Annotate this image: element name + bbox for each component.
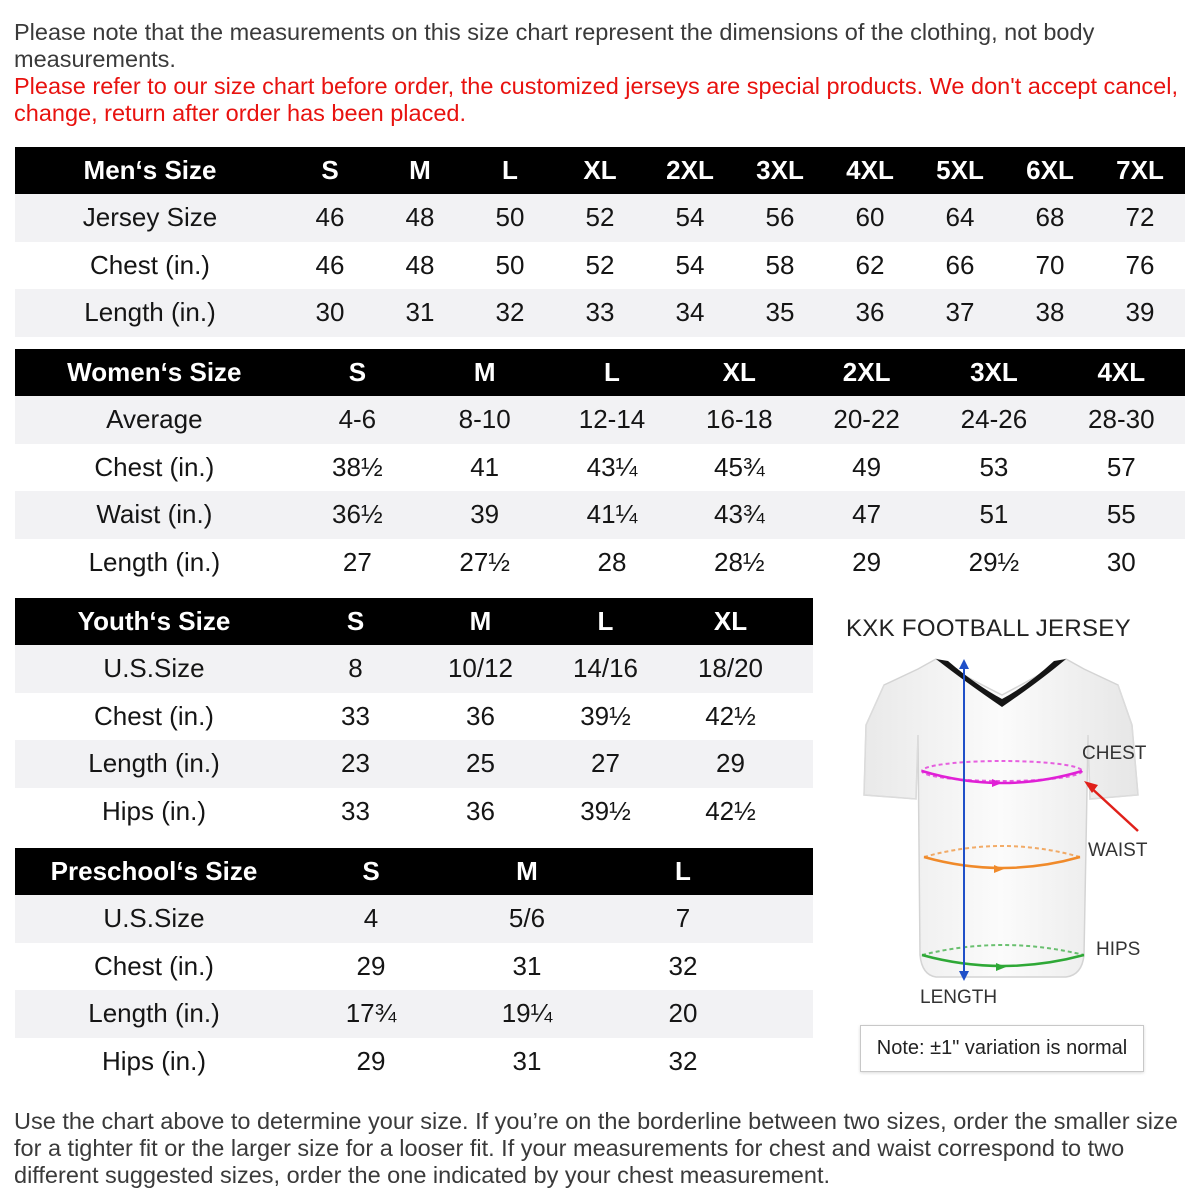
- size-value-cell: 57: [1106, 451, 1136, 482]
- size-value-cell: 28½: [713, 546, 765, 577]
- size-value-cell: 41¼: [548, 491, 675, 539]
- size-value-cell: 29: [852, 546, 882, 577]
- row-label: Length (in.): [15, 289, 285, 337]
- size-value-cell: 48: [375, 194, 465, 242]
- table-row: [15, 740, 813, 788]
- size-value-cell: 14/16: [543, 645, 668, 693]
- size-group-label: Men‘s Size: [15, 147, 285, 194]
- size-value-cell: 4-6: [294, 396, 421, 444]
- size-value-cell: 60: [825, 194, 915, 242]
- row-label: Hips (in.): [101, 795, 206, 826]
- table-row: [15, 289, 1185, 337]
- row-label: Jersey Size: [15, 194, 285, 242]
- size-value-cell: 46: [315, 249, 345, 280]
- size-header-cell: S: [285, 147, 375, 194]
- size-value-cell: 39: [1095, 289, 1185, 337]
- mens-size-table: [15, 147, 1185, 337]
- table-row: [15, 788, 813, 836]
- size-value-cell: 33: [555, 289, 645, 337]
- table-row: [15, 491, 1185, 539]
- size-header-cell: S: [293, 598, 418, 645]
- measurement-note: Please note that the measurements on this size chart represent the dimensions of the clothing, not body measurements.: [14, 19, 1095, 72]
- size-header-cell: M: [421, 349, 548, 396]
- table-header-row: [15, 848, 813, 895]
- row-label: Chest (in.): [94, 451, 215, 482]
- table-header-row: [15, 147, 1185, 194]
- size-value-cell: 23: [293, 740, 418, 788]
- row-filler: [761, 895, 813, 943]
- size-header-cell: 2XL: [645, 147, 735, 194]
- size-value-cell: 72: [1095, 194, 1185, 242]
- row-filler: [761, 943, 813, 991]
- table-row: [15, 396, 1185, 444]
- size-value-cell: 50: [465, 194, 555, 242]
- size-header-cell: L: [605, 848, 761, 895]
- row-label: U.S.Size: [15, 645, 293, 693]
- size-header-cell: 3XL: [930, 349, 1057, 396]
- preschool-size-table: [15, 848, 813, 1085]
- size-value-cell: 47: [803, 491, 930, 539]
- order-warning: Please refer to our size chart before order, the customized jerseys are special products. We don't accept cancel, change, return after order has been placed.: [14, 73, 1178, 126]
- size-value-cell: 55: [1058, 491, 1185, 539]
- size-value-cell: 70: [1035, 249, 1065, 280]
- size-header-cell: 2XL: [803, 349, 930, 396]
- row-filler: [793, 788, 813, 836]
- table-row: [15, 693, 813, 741]
- variation-note: Note: ±1" variation is normal: [860, 1025, 1144, 1072]
- size-value-cell: 51: [930, 491, 1057, 539]
- table-row: [15, 645, 813, 693]
- size-header-cell: S: [293, 848, 449, 895]
- size-value-cell: 38: [1005, 289, 1095, 337]
- size-value-cell: 27½: [459, 546, 510, 577]
- size-value-cell: 62: [855, 249, 885, 280]
- row-filler: [793, 740, 813, 788]
- size-header-cell: 6XL: [1005, 147, 1095, 194]
- header-filler: [793, 598, 813, 645]
- size-value-cell: 39: [421, 491, 548, 539]
- row-label: Chest (in.): [90, 249, 210, 280]
- size-value-cell: 10/12: [418, 645, 543, 693]
- size-value-cell: 12-14: [548, 396, 675, 444]
- length-label: LENGTH: [920, 987, 998, 1008]
- size-value-cell: 28-30: [1058, 396, 1185, 444]
- size-value-cell: 35: [735, 289, 825, 337]
- table-row: [15, 539, 1185, 587]
- size-value-cell: 76: [1125, 249, 1155, 280]
- size-value-cell: 52: [555, 194, 645, 242]
- size-value-cell: 53: [979, 451, 1009, 482]
- table-row: [15, 990, 813, 1038]
- size-value-cell: 50: [495, 249, 525, 280]
- size-value-cell: 31: [512, 1045, 542, 1076]
- size-group-label: Youth‘s Size: [15, 598, 293, 645]
- size-value-cell: 31: [375, 289, 465, 337]
- size-value-cell: 32: [465, 289, 555, 337]
- size-value-cell: 20-22: [803, 396, 930, 444]
- chest-label: CHEST: [1082, 743, 1147, 764]
- size-value-cell: 5/6: [449, 895, 605, 943]
- size-value-cell: 30: [285, 289, 375, 337]
- size-value-cell: 56: [735, 194, 825, 242]
- row-label: Length (in.): [88, 546, 221, 577]
- size-value-cell: 28: [597, 546, 627, 577]
- size-value-cell: 39½: [580, 700, 631, 731]
- size-value-cell: 64: [915, 194, 1005, 242]
- table-row: [15, 1038, 813, 1086]
- row-label: Waist (in.): [15, 491, 294, 539]
- row-filler: [761, 1038, 813, 1086]
- size-group-label: Women‘s Size: [15, 349, 294, 396]
- size-value-cell: 32: [668, 1045, 698, 1076]
- size-value-cell: 17¾: [293, 990, 449, 1038]
- row-label: Length (in.): [15, 740, 293, 788]
- hips-label: HIPS: [1096, 939, 1141, 960]
- size-value-cell: 19¼: [449, 990, 605, 1038]
- table-row: [15, 895, 813, 943]
- size-value-cell: 38½: [332, 451, 383, 482]
- jersey-diagram: [826, 605, 1176, 1085]
- size-value-cell: 36½: [294, 491, 421, 539]
- size-value-cell: 29: [356, 950, 386, 981]
- size-value-cell: 66: [945, 249, 975, 280]
- size-value-cell: 29: [668, 740, 793, 788]
- size-value-cell: 46: [285, 194, 375, 242]
- size-header-cell: 4XL: [825, 147, 915, 194]
- size-value-cell: 54: [675, 249, 705, 280]
- size-value-cell: 20: [605, 990, 761, 1038]
- size-header-cell: 3XL: [735, 147, 825, 194]
- size-header-cell: L: [548, 349, 675, 396]
- size-header-cell: XL: [668, 598, 793, 645]
- diagram-title: KXK FOOTBALL JERSEY: [846, 615, 1131, 642]
- size-value-cell: 8: [293, 645, 418, 693]
- table-header-row: [15, 598, 813, 645]
- size-header-cell: M: [449, 848, 605, 895]
- size-value-cell: 25: [418, 740, 543, 788]
- row-label: U.S.Size: [15, 895, 293, 943]
- size-value-cell: 7: [605, 895, 761, 943]
- row-label: Chest (in.): [94, 950, 214, 981]
- size-value-cell: 16-18: [676, 396, 803, 444]
- size-value-cell: 36: [466, 795, 495, 826]
- size-header-cell: 4XL: [1058, 349, 1185, 396]
- size-value-cell: 43¼: [586, 451, 638, 482]
- table-row: [15, 943, 813, 991]
- size-value-cell: 36: [466, 700, 495, 731]
- size-value-cell: 4: [293, 895, 449, 943]
- youth-size-table: [15, 598, 813, 835]
- size-value-cell: 31: [512, 950, 542, 981]
- womens-size-table: [15, 349, 1185, 586]
- size-header-cell: S: [294, 349, 421, 396]
- size-value-cell: 43¾: [676, 491, 803, 539]
- waist-label: WAIST: [1088, 840, 1148, 861]
- table-row: [15, 444, 1185, 492]
- size-value-cell: 42½: [705, 795, 756, 826]
- size-value-cell: 18/20: [668, 645, 793, 693]
- table-row: [15, 242, 1185, 290]
- row-filler: [793, 645, 813, 693]
- size-value-cell: 37: [915, 289, 1005, 337]
- size-value-cell: 34: [645, 289, 735, 337]
- size-header-cell: XL: [555, 147, 645, 194]
- size-value-cell: 27: [543, 740, 668, 788]
- size-value-cell: 33: [341, 700, 370, 731]
- size-value-cell: 32: [668, 950, 698, 981]
- row-filler: [793, 693, 813, 741]
- table-header-row: [15, 349, 1185, 396]
- size-value-cell: 45¾: [713, 451, 765, 482]
- size-header-cell: M: [375, 147, 465, 194]
- row-label: Length (in.): [15, 990, 293, 1038]
- size-value-cell: 54: [645, 194, 735, 242]
- size-value-cell: 48: [405, 249, 435, 280]
- table-row: [15, 194, 1185, 242]
- size-value-cell: 33: [341, 795, 370, 826]
- size-header-cell: 7XL: [1095, 147, 1185, 194]
- row-filler: [761, 990, 813, 1038]
- size-header-cell: L: [465, 147, 555, 194]
- size-value-cell: 29: [356, 1045, 386, 1076]
- size-header-cell: L: [543, 598, 668, 645]
- size-value-cell: 27: [342, 546, 372, 577]
- size-value-cell: 30: [1106, 546, 1136, 577]
- size-value-cell: 42½: [705, 700, 756, 731]
- size-value-cell: 36: [825, 289, 915, 337]
- row-label: Chest (in.): [94, 700, 214, 731]
- sizing-advice: Use the chart above to determine your size. If you’re on the borderline between two sizes, order the smaller size for a tighter fit or the larger size for a looser fit. If your measurements for chest and waist correspond to two different suggested sizes, order the one indicated by your chest measurement.: [14, 1108, 1178, 1188]
- size-group-label: Preschool‘s Size: [15, 848, 293, 895]
- size-header-cell: 5XL: [915, 147, 1005, 194]
- size-value-cell: 68: [1005, 194, 1095, 242]
- row-label: Hips (in.): [101, 1045, 206, 1076]
- header-filler: [761, 848, 813, 895]
- size-value-cell: 8-10: [421, 396, 548, 444]
- size-header-cell: M: [418, 598, 543, 645]
- size-value-cell: 24-26: [930, 396, 1057, 444]
- size-value-cell: 41: [470, 451, 500, 482]
- row-label: Average: [15, 396, 294, 444]
- size-value-cell: 52: [585, 249, 615, 280]
- size-header-cell: XL: [676, 349, 803, 396]
- size-value-cell: 58: [765, 249, 795, 280]
- size-value-cell: 49: [852, 451, 882, 482]
- size-value-cell: 29½: [968, 546, 1020, 577]
- size-value-cell: 39½: [580, 795, 631, 826]
